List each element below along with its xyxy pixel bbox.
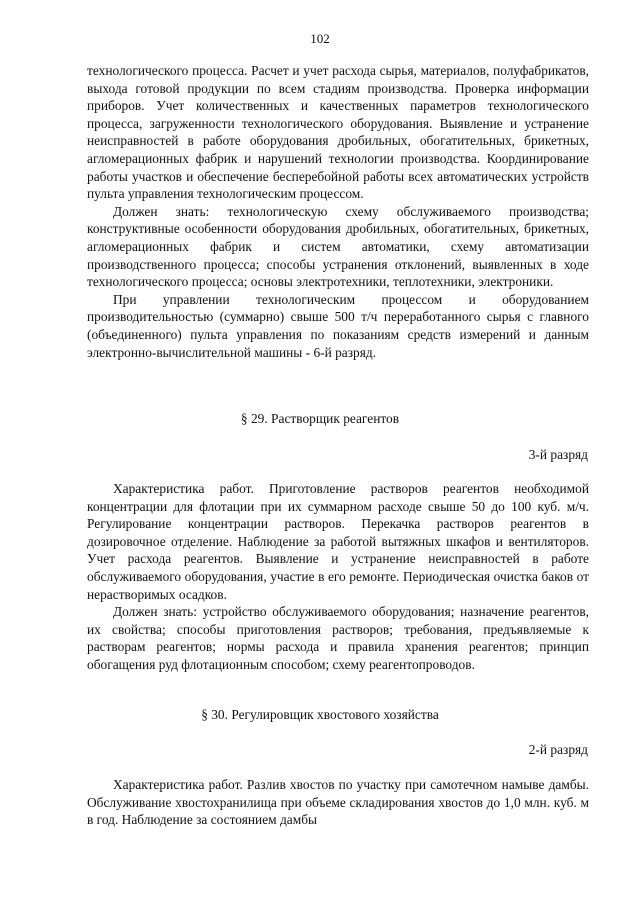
section-29-heading: § 29. Растворщик реагентов — [240, 411, 400, 426]
section-30-heading: § 30. Регулировщик хвостового хозяйства — [201, 707, 439, 722]
section-30-grade: 2-й разряд — [528, 742, 588, 757]
paragraph: Характеристика работ. Разлив хвостов по участку при самотечном намыве дамбы. Обслуживание хвостохранилища при объеме складирования хвостов до 1,0 млн. куб. м в год. Наблюдение за состоянием дамбы — [87, 777, 589, 828]
page-number: 102 — [310, 31, 330, 46]
paragraph: При управлении технологическим процессом и оборудованием производительностью (суммарно) свыше 500 т/ч переработанного сырья с главного (объединенного) пульта управления по показаниям средств измерений и данным электронно-вычислительной машины - 6-й разряд. — [87, 291, 589, 360]
paragraph: Должен знать: устройство обслуживаемого оборудования; назначение реагентов, их свойства; способы приготовления растворов; требования, предъявляемые к растворам реагентов; нормы расхода и правила хранения реагентов; принцип обогащения руд флотационным способом; схему реагентопроводов. — [87, 604, 589, 672]
section-29-text — [87, 480, 589, 674]
section-29-grade: 3-й разряд — [528, 447, 588, 462]
section-top-text — [87, 62, 589, 361]
section-30-text — [87, 776, 589, 829]
paragraph: Характеристика работ. Приготовление растворов реагентов необходимой концентрации для флотации при их суммарном расходе свыше 50 до 100 куб. м/ч. Регулирование концентрации растворов. Перекачка растворов реагентов в дозировочное отделение. Наблюдение за работой вытяжных шкафов и вентиляторов. Учет расхода реагентов. Выявление и устранение неисправностей в работе обслуживаемого оборудования, участие в его ремонте. Периодическая очистка баков от нерастворимых осадков. — [87, 481, 589, 602]
paragraph: технологического процесса. Расчет и учет расхода сырья, материалов, полуфабрикатов, выхода готовой продукции по всем стадиям производства. Проверка информации приборов. Учет количественных и качественных параметров технологического процесса, загруженности технологического оборудования. Выявление и устранение неисправностей в работе оборудования дробильных, обогатительных, брикетных, агломерационных фабрик и нарушений технологии производства. Координирование работы участков и обеспечение бесперебойной работы всех автоматических устройств пульта управления технологическим процессом. — [87, 63, 589, 202]
paragraph: Должен знать: технологическую схему обслуживаемого производства; конструктивные особенности оборудования дробильных, обогатительных, брикетных, агломерационных фабрик и систем автоматики, схему автоматизации производственного процесса; способы устранения отклонений, выявленных в ходе технологического процесса; основы электротехники, теплотехники, электроники. — [87, 203, 589, 290]
